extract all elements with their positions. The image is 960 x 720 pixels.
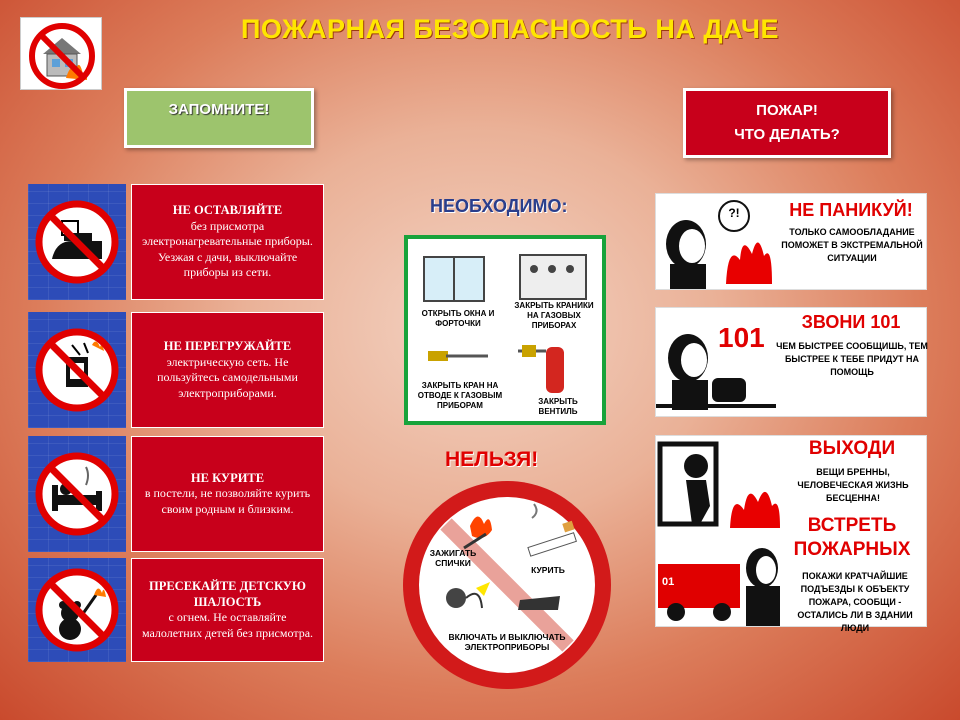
- rule-card-3: [131, 436, 324, 552]
- action-text: ЧЕМ БЫСТРЕЕ СООБЩИШЬ, ТЕМ БЫСТРЕЕ К ТЕБЕ ПРИДУТ НА ПОМОЩЬ: [776, 341, 928, 377]
- forbidden-sign: [400, 478, 614, 692]
- rule-heading: НЕ ПЕРЕГРУЖАЙТЕ: [163, 339, 292, 353]
- action-card-call-101: [655, 307, 927, 417]
- rule-text: электрическую сеть. Не пользуйтесь самодельными электроприборами.: [157, 354, 298, 400]
- forbidden-item-3: ВКЛЮЧАТЬ И ВЫКЛЮЧАТЬ ЭЛЕКТРОПРИБОРЫ: [448, 632, 566, 652]
- forbidden-heading: НЕЛЬЗЯ!: [445, 448, 539, 471]
- no-child-play-with-fire-icon: [28, 558, 126, 662]
- remember-button[interactable]: ЗАПОМНИТЕ!: [124, 88, 314, 148]
- rule-text: с огнем. Не оставляйте малолетних детей без присмотра.: [141, 610, 314, 640]
- rule-text: без присмотра электронагревательные приборы. Уезжая с дачи, выключайте приборы из сети.: [142, 218, 313, 280]
- action-card-panic: [655, 193, 927, 290]
- fire-button-line1: ПОЖАР!: [756, 102, 818, 119]
- no-overload-socket-icon: [28, 312, 126, 428]
- page-title: ПОЖАРНАЯ БЕЗОПАСНОСТЬ НА ДАЧЕ: [241, 14, 779, 44]
- rule-heading: НЕ ОСТАВЛЯЙТЕ: [172, 203, 283, 218]
- action-heading: ВСТРЕТЬ ПОЖАРНЫХ: [793, 515, 911, 560]
- forbidden-item-1: ЗАЖИГАТЬ СПИЧКИ: [429, 548, 477, 568]
- no-iron-icon: [28, 184, 126, 300]
- needed-panel: [404, 235, 606, 425]
- action-text: ПОКАЖИ КРАТЧАЙШИЕ ПОДЪЕЗДЫ К ОБЪЕКТУ ПОЖАРА, СООБЩИ - ОСТАЛИСЬ ЛИ В ЗДАНИИ ЛЮДИ: [797, 571, 913, 633]
- rule-card-4: [131, 558, 324, 662]
- rule-text: в постели, не позволяйте курить своим родным и близким.: [144, 486, 311, 516]
- no-fire-house-logo: [20, 17, 102, 90]
- forbidden-item-2: КУРИТЬ: [531, 565, 565, 575]
- needed-heading: НЕОБХОДИМО:: [430, 196, 568, 216]
- action-heading: ЗВОНИ 101: [801, 312, 901, 332]
- action-heading: ВЫХОДИ: [808, 438, 896, 459]
- call-badge: 101: [718, 322, 765, 353]
- rule-card-1: [131, 184, 324, 300]
- action-heading: НЕ ПАНИКУЙ!: [789, 200, 913, 220]
- action-text: ВЕЩИ БРЕННЫ, ЧЕЛОВЕЧЕСКАЯ ЖИЗНЬ БЕСЦЕННА!: [797, 467, 909, 503]
- action-card-exit-and-meet: [655, 435, 927, 633]
- rule-heading: НЕ КУРИТЕ: [190, 470, 265, 485]
- rule-card-2: [131, 312, 324, 428]
- needed-item-4: ЗАКРЫТЬ ВЕНТИЛЬ: [538, 397, 578, 416]
- fire-truck-badge: 01: [662, 576, 675, 588]
- fire-what-to-do-button[interactable]: [683, 88, 891, 158]
- rule-heading: ПРЕСЕКАЙТЕ ДЕТСКУЮ ШАЛОСТЬ: [148, 579, 307, 609]
- fire-button-line2: ЧТО ДЕЛАТЬ?: [734, 126, 840, 143]
- action-text: ТОЛЬКО САМООБЛАДАНИЕ ПОМОЖЕТ В ЭКСТРЕМАЛЬНОЙ СИТУАЦИИ: [781, 227, 923, 263]
- no-smoking-in-bed-icon: [28, 436, 126, 552]
- needed-item-1: ОТКРЫТЬ ОКНА И ФОРТОЧКИ: [421, 309, 495, 328]
- needed-item-3: ЗАКРЫТЬ КРАН НА ОТВОДЕ К ГАЗОВЫМ ПРИБОРАМ: [417, 381, 503, 410]
- needed-item-2: ЗАКРЫТЬ КРАНИКИ НА ГАЗОВЫХ ПРИБОРАХ: [514, 301, 594, 330]
- panic-badge: ?!: [728, 206, 740, 220]
